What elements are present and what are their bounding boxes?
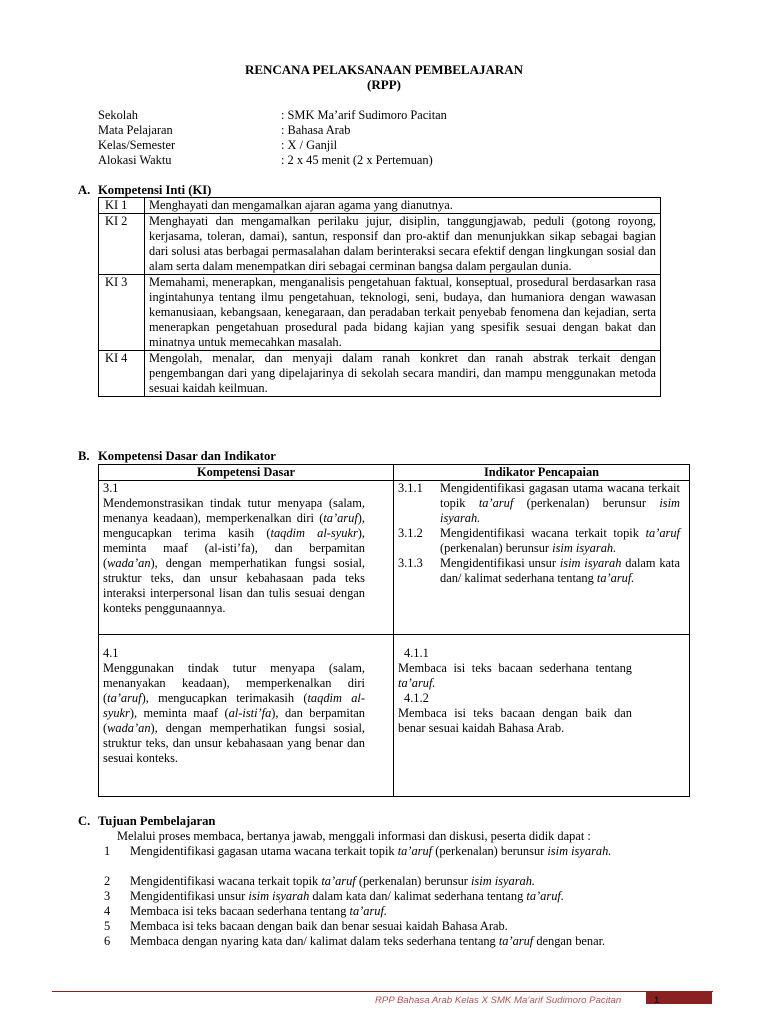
goal-text: Membaca isi teks bacaan sederhana tentang ta’aruf. bbox=[130, 904, 388, 918]
kd-number: 3.1 bbox=[103, 481, 119, 495]
ki-row bbox=[99, 275, 661, 351]
ki-text: Menghayati dan mengamalkan perilaku jujur, disiplin, tanggungjawab, peduli (gotong royong, kerjasama, toleran, damai), santun, responsif dan pro-aktif dan menunjukkan sikap sebagai bagian dari solusi atas berbagai permasalahan dalam berinteraksi secara efektif dengan lingkungan sosial dan alam serta dalam menempatkan diri sebagai cerminan bangsa dalam pergaulan dunia. bbox=[145, 214, 661, 275]
identity-value: : 2 x 45 menit (2 x Pertemuan) bbox=[281, 153, 433, 167]
document-subtitle: (RPP) bbox=[367, 77, 401, 92]
ki-text: Mengolah, menalar, dan menyaji dalam ranah konkret dan ranah abstrak terkait dengan pengembangan dari yang dipelajarinya di sekolah secara mandiri, dan mampu menggunakan metoda sesuai kaidah keilmuan. bbox=[145, 351, 661, 397]
kd-column-header: Kompetensi Dasar bbox=[99, 465, 394, 481]
section-title: Kompetensi Dasar dan Indikator bbox=[98, 449, 276, 463]
goal-number: 4 bbox=[104, 904, 111, 918]
goal-number: 3 bbox=[104, 889, 111, 903]
footer-text: RPP Bahasa Arab Kelas X SMK Ma’arif Sudimoro Pacitan bbox=[375, 995, 622, 1006]
indicator-number: 3.1.1 bbox=[398, 481, 423, 495]
indicator-number: 3.1.3 bbox=[398, 556, 423, 570]
kd-row bbox=[99, 635, 690, 797]
indicator-column-header: Indikator Pencapaian bbox=[394, 465, 690, 481]
indicator-text: Membaca isi teks bacaan dengan baik dan benar sesuai kaidah Bahasa Arab. bbox=[398, 706, 632, 735]
goals-intro: Melalui proses membaca, bertanya jawab, menggali informasi dan diskusi, peserta didik dapat : bbox=[117, 829, 591, 843]
section-title: Tujuan Pembelajaran bbox=[98, 814, 216, 828]
goal-item bbox=[104, 844, 704, 874]
section-letter: A. bbox=[78, 183, 91, 197]
indicator-item bbox=[398, 646, 685, 691]
ki-code: KI 2 bbox=[99, 214, 145, 275]
footer-rule bbox=[52, 991, 713, 992]
identity-key: Mata Pelajaran bbox=[98, 123, 173, 137]
section-a-heading bbox=[78, 183, 211, 198]
indicator-cell bbox=[394, 635, 690, 797]
indicator-item bbox=[398, 526, 685, 556]
indicator-item bbox=[398, 556, 685, 586]
identity-row-time bbox=[98, 153, 698, 168]
kd-cell bbox=[99, 635, 394, 797]
identity-key: Kelas/Semester bbox=[98, 138, 176, 152]
ki-row bbox=[99, 214, 661, 275]
page-number: 1 bbox=[654, 995, 660, 1006]
goal-number: 6 bbox=[104, 934, 111, 948]
section-title: Kompetensi Inti (KI) bbox=[98, 183, 212, 197]
ki-row bbox=[99, 198, 661, 214]
goal-text: Mengidentifikasi wacana terkait topik ta’aruf (perkenalan) berunsur isim isyarah. bbox=[130, 874, 536, 888]
kd-table bbox=[98, 464, 690, 797]
indicator-text: Membaca isi teks bacaan sederhana tentang ta’aruf. bbox=[398, 661, 632, 690]
indicator-item bbox=[398, 481, 685, 526]
ki-text: Menghayati dan mengamalkan ajaran agama yang dianutnya. bbox=[145, 198, 661, 214]
identity-value: : SMK Ma’arif Sudimoro Pacitan bbox=[281, 108, 447, 122]
section-c-heading bbox=[78, 814, 215, 829]
ki-text: Memahami, menerapkan, menganalisis pengetahuan faktual, konseptual, prosedural berdasarkan rasa ingintahunya tentang ilmu pengetahuan, teknologi, seni, budaya, dan humaniora dengan wawasan kemanusiaan, kebangsaan, kenegaraan, dan peradaban terkait penyebab fenomena dan kejadian, serta menerapkan pengetahuan prosedural pada bidang kajian yang spesifik sesuai dengan bakat dan minatnya untuk memecahkan masalah. bbox=[145, 275, 661, 351]
kd-text: Mendemonstrasikan tindak tutur menyapa (salam, menanya keadaan), memperkenalkan diri (ta’aruf), mengucapkan terima kasih (taqdim al-syukr), meminta maaf (al-isti’fa), dan berpamitan (wada’an), dengan memperhatikan fungsi sosial, struktur teks, dan unsur kebahasaan pada teks interaksi interpersonal lisan dan tulis sesuai dengan konteks penggunaannya. bbox=[103, 496, 366, 615]
goal-number: 5 bbox=[104, 919, 111, 933]
indicator-text: Mengidentifikasi unsur isim isyarah dalam kata dan/ kalimat sederhana tentang ta’aruf. bbox=[440, 556, 680, 585]
indicator-number: 4.1.1 bbox=[404, 646, 429, 660]
goal-number: 2 bbox=[104, 874, 111, 888]
identity-row-subject bbox=[98, 123, 698, 138]
section-b-heading bbox=[78, 449, 276, 464]
identity-value: : X / Ganjil bbox=[281, 138, 338, 152]
goal-text: Mengidentifikasi gagasan utama wacana terkait topik ta’aruf (perkenalan) berunsur isim isyarah. bbox=[130, 844, 612, 858]
indicator-text: Mengidentifikasi gagasan utama wacana terkait topik ta’aruf (perkenalan) berunsur isim isyarah. bbox=[440, 481, 680, 525]
indicator-item bbox=[398, 691, 685, 736]
section-letter: B. bbox=[78, 449, 90, 463]
ki-code: KI 3 bbox=[99, 275, 145, 351]
ki-code: KI 4 bbox=[99, 351, 145, 397]
goal-text: Membaca dengan nyaring kata dan/ kalimat dalam teks sederhana tentang ta’aruf dengan benar. bbox=[130, 934, 606, 948]
kd-cell bbox=[99, 481, 394, 635]
identity-value: : Bahasa Arab bbox=[281, 123, 351, 137]
goal-text: Membaca isi teks bacaan dengan baik dan benar sesuai kaidah Bahasa Arab. bbox=[130, 919, 508, 933]
indicator-number: 3.1.2 bbox=[398, 526, 423, 540]
kd-number: 4.1 bbox=[103, 646, 119, 660]
kd-header-row bbox=[99, 465, 690, 481]
document-title: RENCANA PELAKSANAAN PEMBELAJARAN bbox=[244, 62, 524, 77]
indicator-text: Mengidentifikasi wacana terkait topik ta’aruf (perkenalan) berunsur isim isyarah. bbox=[440, 526, 680, 555]
ki-code: KI 1 bbox=[99, 198, 145, 214]
indicator-number: 4.1.2 bbox=[404, 691, 429, 705]
ki-row bbox=[99, 351, 661, 397]
kd-row bbox=[99, 481, 690, 635]
identity-key: Alokasi Waktu bbox=[98, 153, 172, 167]
identity-key: Sekolah bbox=[98, 108, 138, 122]
goal-number: 1 bbox=[104, 844, 111, 858]
section-letter: C. bbox=[78, 814, 91, 828]
goal-text: Mengidentifikasi unsur isim isyarah dalam kata dan/ kalimat sederhana tentang ta’aruf. bbox=[130, 889, 564, 903]
ki-table bbox=[98, 197, 661, 397]
identity-row-class bbox=[98, 138, 698, 153]
indicator-cell bbox=[394, 481, 690, 635]
identity-row-school bbox=[98, 108, 698, 123]
kd-text: Menggunakan tindak tutur menyapa (salam, menanyakan keadaan), memperkenalkan diri (ta’aruf), mengucapkan terimakasih (taqdim al-syukr), meminta maaf (al-isti’fa), dan berpamitan (wada’an), dengan memperhatikan fungsi sosial, struktur teks, dan unsur kebahasaan yang benar dan sesuai konteks. bbox=[103, 661, 366, 765]
